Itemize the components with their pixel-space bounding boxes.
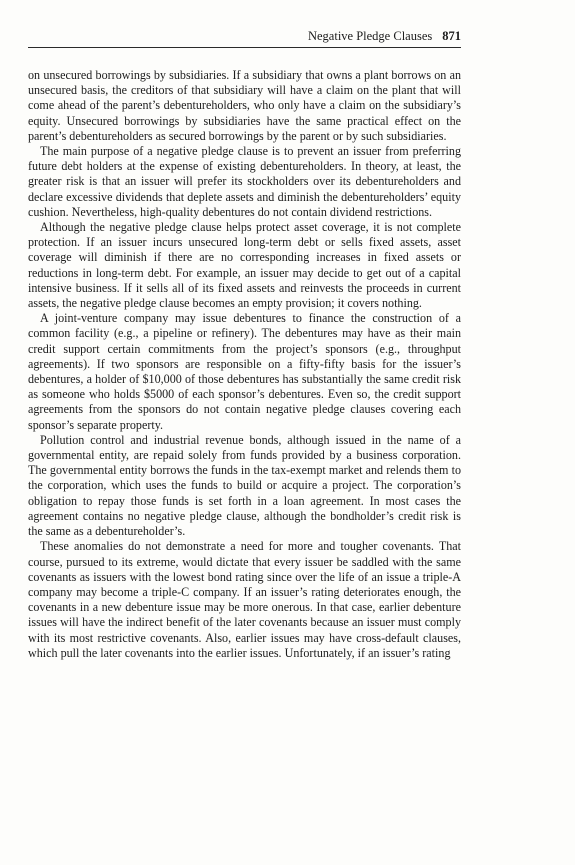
paragraph: A joint-venture company may issue debentures to finance the construction of a common facility (e.g., a pipeline or refinery). The debentures may have as their main credit support certain commitments from the project’s sponsors (e.g., throughput agreements). If two sponsors are responsible on a fifty-fifty basis for the issuer’s debentures, a holder of $10,000 of those debentures has substantially the same credit risk as someone who holds $5000 of each sponsor’s debentures. Even so, the credit support agreements from the sponsors do not contain negative pledge clauses covering each sponsor’s separate property. <box>28 311 461 432</box>
running-head <box>28 28 461 48</box>
paragraph: on unsecured borrowings by subsidiaries. If a subsidiary that owns a plant borrows on an unsecured basis, the creditors of that subsidiary will have a claim on the plant that will come ahead of the parent’s debentureholders, who only have a claim on the subsidiary’s equity. Unsecured borrowings by subsidiaries have the same practical effect on the parent’s debentureholders as secured borrowings by the parent or by such subsidiaries. <box>28 68 461 143</box>
paragraph: Although the negative pledge clause helps protect asset coverage, it is not complete protection. If an issuer incurs unsecured long-term debt or sells fixed assets, asset coverage will diminish if there are no corresponding increases in fixed assets or reductions in long-term debt. For example, an issuer may decide to get out of a capital intensive business. If it sells all of its fixed assets and reinvests the proceeds in current assets, the negative pledge clause becomes an empty provision; it covers nothing. <box>28 220 461 311</box>
paragraph: The main purpose of a negative pledge clause is to prevent an issuer from preferring future debt holders at the expense of existing debentureholders. In theory, at least, the greater risk is that an issuer will prefer its stockholders over its debentureholders and declare excessive dividends that deplete assets and diminish the debentureholders’ equity cushion. Nevertheless, high-quality debentures do not contain dividend restrictions. <box>28 144 461 219</box>
running-title: Negative Pledge Clauses <box>307 29 433 43</box>
paragraph: Pollution control and industrial revenue bonds, although issued in the name of a governmental entity, are repaid solely from funds provided by a business corporation. The governmental entity borrows the funds in the tax-exempt market and relends them to the corporation, which uses the funds to build or acquire a project. The corporation’s obligation to repay those funds is set forth in a loan agreement. In most cases the agreement contains no negative pledge clause, although the bondholder’s credit risk is the same as a debentureholder’s. <box>28 432 461 539</box>
page-number: 871 <box>442 29 461 43</box>
paragraph: These anomalies do not demonstrate a need for more and tougher covenants. That course, pursued to its extreme, would dictate that every issuer be saddled with the same covenants as issuers with the lowest bond rating since over the life of an issue a triple-A company may become a triple-C company. If an issuer’s rating deteriorates enough, the covenants in a new debenture issue may be more onerous. In that case, earlier debenture issues will have the indirect benefit of the later covenants because an issuer must comply with its most restrictive covenants. Also, earlier issues may have cross-default clauses, which pull the later covenants into the earlier issues. Unfortunately, if an issuer’s rating <box>28 539 461 660</box>
body-text <box>28 68 461 661</box>
